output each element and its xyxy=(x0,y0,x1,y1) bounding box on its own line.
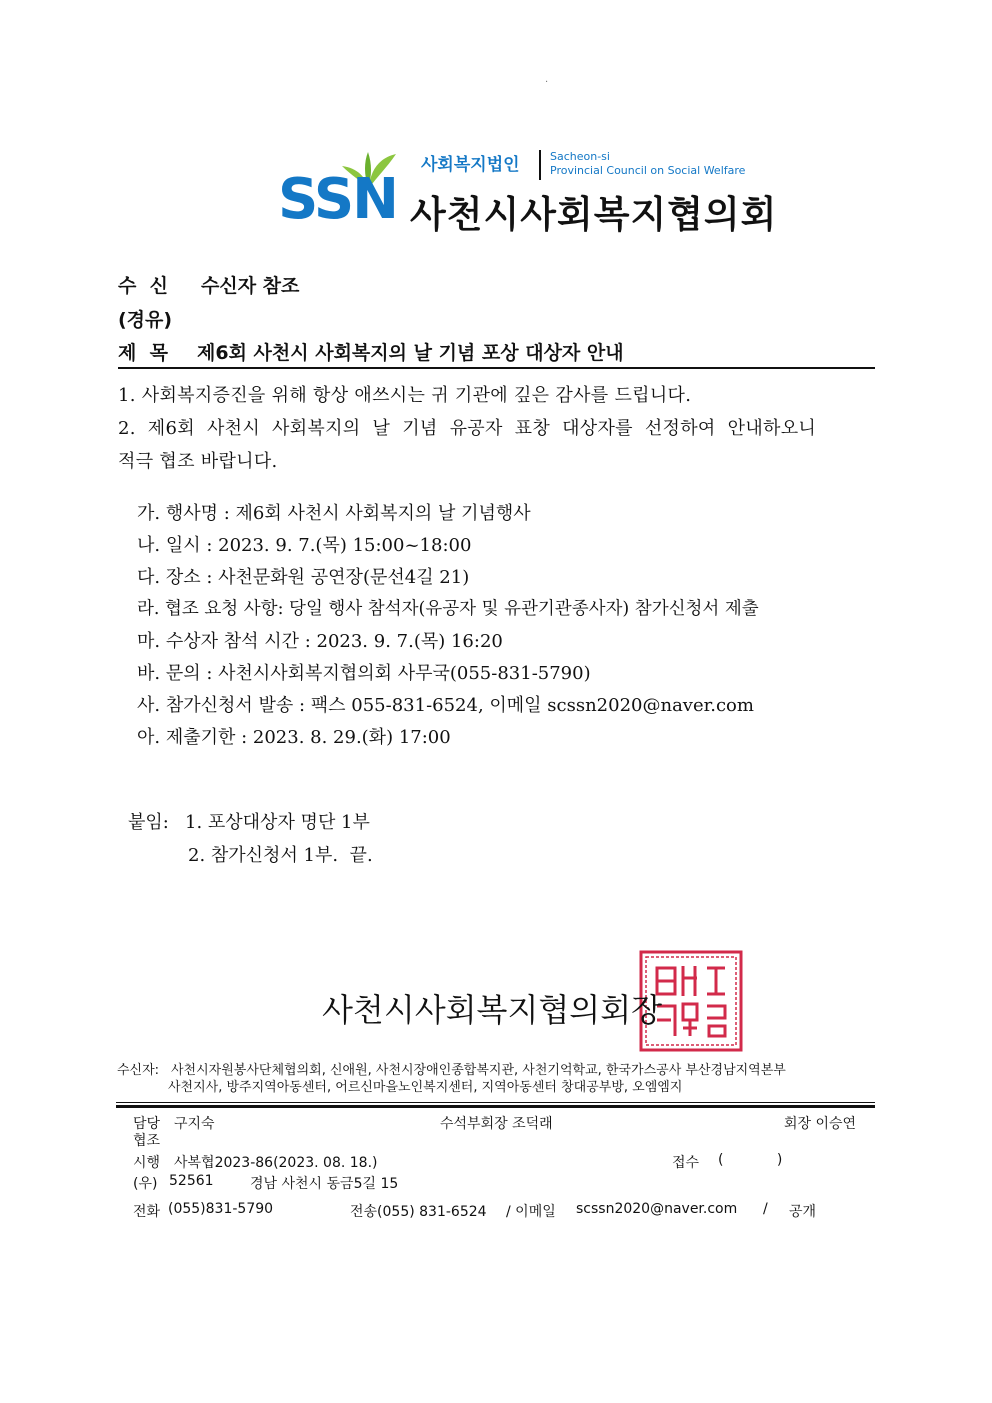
list-item: 사. 참가신청서 발송 : 팩스 055-831-6524, 이메일 scssn2020@naver.com xyxy=(137,695,754,716)
receipt-label: 접수 xyxy=(672,1155,700,1171)
footer-divider-thin xyxy=(116,1102,875,1103)
list-item: 다. 장소 : 사천문화원 공연장(문선4길 21) xyxy=(137,567,470,588)
approver: 회장 이승연 xyxy=(784,1116,857,1132)
exec-label: 시행 xyxy=(133,1155,161,1171)
list-item: 나. 일시 : 2023. 9. 7.(목) 15:00~18:00 xyxy=(137,535,472,556)
exec-value: 사복협2023-86(2023. 08. 18.) xyxy=(174,1155,378,1171)
list-item: 바. 문의 : 사천시사회복지협의회 사무국(055-831-5790) xyxy=(137,663,591,684)
public-status: 공개 xyxy=(789,1204,817,1220)
list-item: 마. 수상자 참석 시간 : 2023. 9. 7.(목) 16:20 xyxy=(137,631,503,652)
email: scssn2020@naver.com xyxy=(576,1201,738,1217)
public-separator: / xyxy=(763,1201,768,1217)
logo-english-line2: Provincial Council on Social Welfare xyxy=(550,164,746,177)
recipient-label: 수 신 xyxy=(118,275,168,297)
attachment-line1: 1. 포상대상자 명단 1부 xyxy=(185,812,370,833)
top-mark: . xyxy=(545,74,549,85)
coop-label: 협조 xyxy=(133,1133,161,1149)
logo-corp-type: 사회복지법인 xyxy=(421,155,520,175)
subject-label: 제 목 xyxy=(118,342,168,364)
attachment-line2: 2. 참가신청서 1부. 끝. xyxy=(188,845,373,866)
paragraph-1: 1. 사회복지증진을 위해 항상 애쓰시는 귀 기관에 깊은 감사를 드립니다. xyxy=(118,385,692,406)
fax: 전송(055) 831-6524 xyxy=(350,1204,487,1220)
sender-signature: 사천시사회복지협의회장 xyxy=(322,991,663,1029)
logo-divider xyxy=(539,150,541,180)
footer-divider-thick xyxy=(116,1105,875,1108)
list-item: 아. 제출기한 : 2023. 8. 29.(화) 17:00 xyxy=(137,727,451,748)
paragraph-2-line2: 적극 협조 바랍니다. xyxy=(118,451,278,472)
list-item: 라. 협조 요청 사항: 당일 행사 참석자(유공자 및 유관기관종사자) 참가신청서 제출 xyxy=(137,599,759,619)
recipients-label: 수신자: xyxy=(117,1063,160,1078)
drafter-label: 담당 xyxy=(133,1116,161,1132)
list-item: 가. 행사명 : 제6회 사천시 사회복지의 날 기념행사 xyxy=(137,503,531,524)
logo-org-name: 사천시사회복지협의회 xyxy=(410,193,778,236)
postal-label: (우) xyxy=(133,1176,158,1192)
receipt-value: ( ) xyxy=(718,1152,783,1168)
email-label: / 이메일 xyxy=(506,1204,556,1220)
header-divider xyxy=(118,367,875,369)
phone: (055)831-5790 xyxy=(168,1201,274,1217)
address: 경남 사천시 동금5길 15 xyxy=(250,1176,399,1192)
subject-value: 제6회 사천시 사회복지의 날 기념 포상 대상자 안내 xyxy=(197,342,624,364)
reviewer: 수석부회장 조덕래 xyxy=(440,1116,553,1132)
postal-code: 52561 xyxy=(169,1173,214,1189)
attachment-label: 붙임: xyxy=(128,812,169,833)
recipient-value: 수신자 참조 xyxy=(201,275,300,297)
drafter-name: 구지숙 xyxy=(174,1116,215,1132)
recipients-line2: 사천지사, 방주지역아동센터, 어르신마을노인복지센터, 지역아동센터 창대공부방, 오엠엠지 xyxy=(168,1080,683,1095)
ssn-logo: SSN xyxy=(278,167,398,232)
logo-english-line1: Sacheon-si xyxy=(550,150,610,163)
recipients-line1: 사천시자원봉사단체협의회, 신애원, 사천시장애인종합복지관, 사천기억학교, 한국가스공사 부산경남지역본부 xyxy=(171,1063,786,1078)
paragraph-2-line1: 2. 제6회 사천시 사회복지의 날 기념 유공자 표창 대상자를 선정하여 안내하오니 xyxy=(118,418,817,439)
phone-label: 전화 xyxy=(133,1204,161,1220)
via-label: (경유) xyxy=(118,309,173,331)
